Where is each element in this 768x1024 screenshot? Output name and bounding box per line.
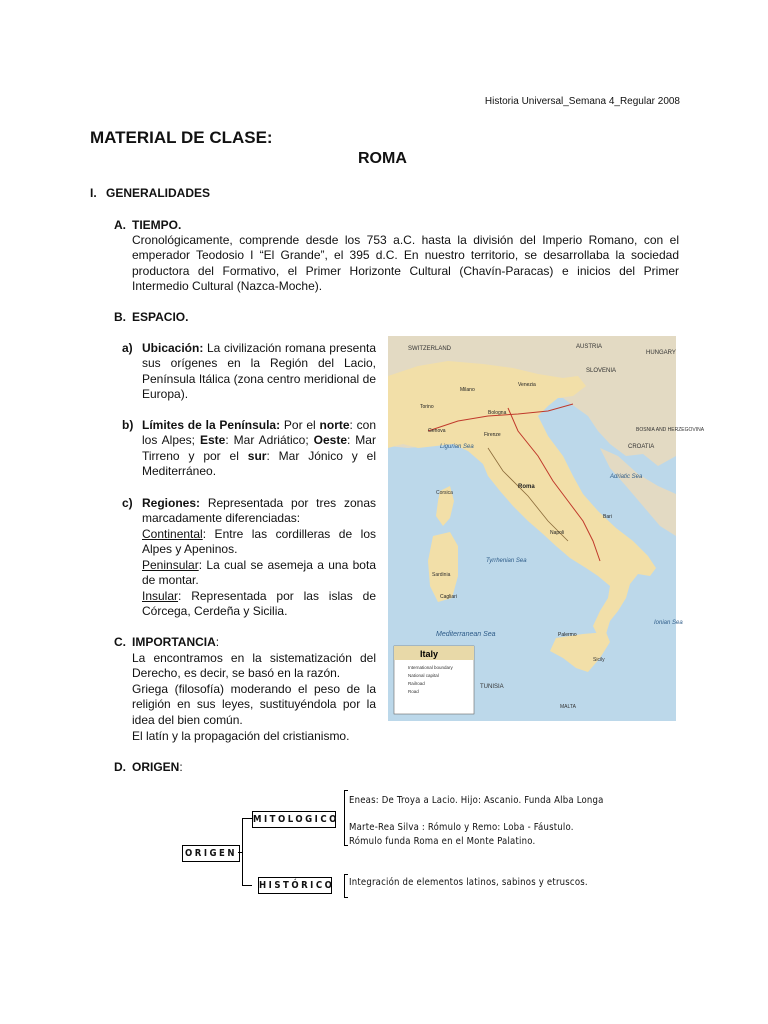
- mitologico-bracket: [344, 790, 345, 846]
- map-label-tyrrhenian-sea: Tyrrhenian Sea: [486, 558, 527, 564]
- connector-line: [242, 885, 252, 886]
- importancia-paragraph-3: El latín y la propagación del cristianismo.: [132, 729, 350, 743]
- map-label-sicily: Sicily: [593, 657, 605, 663]
- importancia-paragraph-2: Griega (filosofía) moderando el peso de la religión en sus leyes, sustituyéndola por la idea del bien común.: [132, 682, 376, 727]
- map-label-malta: MALTA: [560, 704, 576, 710]
- map-label-genova: Genova: [428, 428, 446, 434]
- legend-item: Railroad: [408, 681, 425, 686]
- map-label-ionian-sea: Ionian Sea: [654, 620, 683, 626]
- map-label-croatia: CROATIA: [628, 444, 655, 450]
- historico-bracket: [344, 874, 348, 875]
- importancia-paragraph-1: La encontramos en la sistematización del Derecho, es decir, se basó en la razón.: [132, 651, 376, 681]
- section-d-letter: D.: [114, 760, 126, 774]
- limites-paragraph: Límites de la Península: Por el norte: con los Alpes; Este: Mar Adriático; Oeste: Mar Tirreno y por el sur: Mar Jónico y el Mediterráneo.: [142, 418, 377, 479]
- ubicacion-label: Ubicación:: [142, 341, 204, 355]
- historico-bracket: [344, 897, 348, 898]
- item-c-marker: c): [122, 496, 133, 510]
- connector-line: [242, 818, 252, 819]
- map-label-milano: Milano: [460, 387, 475, 393]
- map-label-bologna: Bologna: [488, 410, 507, 416]
- peninsular-paragraph: Peninsular: La cual se asemeja a una bota de montar.: [142, 558, 376, 588]
- map-label-bari: Bari: [603, 514, 612, 520]
- origen-box: ORIGEN: [182, 845, 240, 862]
- historico-bracket: [344, 874, 345, 898]
- myth-note-3: Rómulo funda Roma en el Monte Palatino.: [349, 836, 536, 847]
- connector-line: [242, 818, 243, 886]
- map-label-corsica: Corsica: [436, 490, 453, 496]
- map-legend: [394, 646, 474, 714]
- map-label-roma: Roma: [518, 484, 535, 490]
- insular-paragraph: Insular: Representada por las islas de Córcega, Cerdeña y Sicilia.: [142, 589, 376, 619]
- italy-map: [388, 336, 705, 721]
- map-label-torino: Torino: [420, 404, 434, 410]
- section-a-letter: A.: [114, 218, 126, 232]
- section-a-title: TIEMPO.: [132, 218, 182, 232]
- map-label-adriatic-sea: Adriatic Sea: [610, 474, 643, 480]
- item-a-marker: a): [122, 341, 133, 355]
- item-b-marker: b): [122, 418, 134, 432]
- section-i-number: I.: [90, 186, 97, 200]
- legend-item: International boundary: [408, 665, 453, 670]
- map-label-palermo: Palermo: [558, 632, 577, 638]
- myth-note-2: Marte-Rea Silva : Rómulo y Remo: Loba - Fáustulo.: [349, 822, 574, 833]
- tiempo-paragraph: Cronológicamente, comprende desde los 753 a.C. hasta la división del Imperio Romano, con el emperador Teodosio I “El Grande”, el 395 d.C. En nuestro territorio, se desarrollaba la sociedad productora del Formativo, el Primer Horizonte Cultural (Chavín-Paracas) e inicios del Primer Intermedio Cultural (Nazca-Moche).: [132, 233, 679, 294]
- map-label-cagliari: Cagliari: [440, 594, 457, 600]
- map-label-slovenia: SLOVENIA: [586, 368, 617, 374]
- map-label-switzerland: SWITZERLAND: [408, 346, 452, 352]
- section-c-title: IMPORTANCIA:: [132, 635, 220, 649]
- section-i-title: GENERALIDADES: [106, 186, 211, 200]
- legend-item: Road: [408, 689, 419, 694]
- map-label-firenze: Firenze: [484, 432, 501, 438]
- section-d-title: ORIGEN:: [132, 760, 183, 774]
- historic-note-1: Integración de elementos latinos, sabinos y etruscos.: [349, 877, 588, 888]
- map-label-sardinia: Sardinia: [432, 572, 451, 578]
- continental-paragraph: Continental: Entre las cordilleras de los Alpes y Apeninos.: [142, 527, 376, 557]
- map-label-venezia: Venezia: [518, 382, 536, 388]
- ubicacion-paragraph: Ubicación: La civilización romana presenta sus orígenes en la Región del Lacio, Península Itálica (zona centro meridional de Europa).: [142, 341, 376, 402]
- document-title: MATERIAL DE CLASE:: [90, 128, 273, 147]
- map-label-mediterranean-sea: Mediterranean Sea: [436, 631, 496, 638]
- mitologico-bracket: [344, 845, 348, 846]
- section-c-letter: C.: [114, 635, 126, 649]
- running-header: Historia Universal_Semana 4_Regular 2008: [484, 96, 680, 107]
- section-b-title: ESPACIO.: [132, 310, 189, 324]
- legend-item: National capital: [408, 673, 439, 678]
- map-label-tunisia: TUNISIA: [480, 684, 504, 690]
- legend-title: Italy: [420, 649, 439, 659]
- map-label-bosnia: BOSNIA AND HERZEGOVINA: [636, 427, 705, 433]
- section-b-letter: B.: [114, 310, 126, 324]
- map-label-ligurian-sea: Ligurian Sea: [440, 444, 474, 450]
- regiones-paragraph: Regiones: Representada por tres zonas marcadamente diferenciadas:: [142, 496, 376, 526]
- mitologico-bracket: [344, 790, 348, 791]
- mitologico-box: MITOLOGICO: [252, 811, 336, 828]
- map-label-austria: AUSTRIA: [576, 344, 603, 350]
- historico-box: HISTÓRICO: [258, 877, 332, 894]
- myth-note-1: Eneas: De Troya a Lacio. Hijo: Ascanio. Funda Alba Longa: [349, 795, 604, 806]
- document-subtitle: ROMA: [358, 150, 407, 167]
- map-label-hungary: HUNGARY: [646, 350, 676, 356]
- map-label-napoli: Napoli: [550, 530, 565, 536]
